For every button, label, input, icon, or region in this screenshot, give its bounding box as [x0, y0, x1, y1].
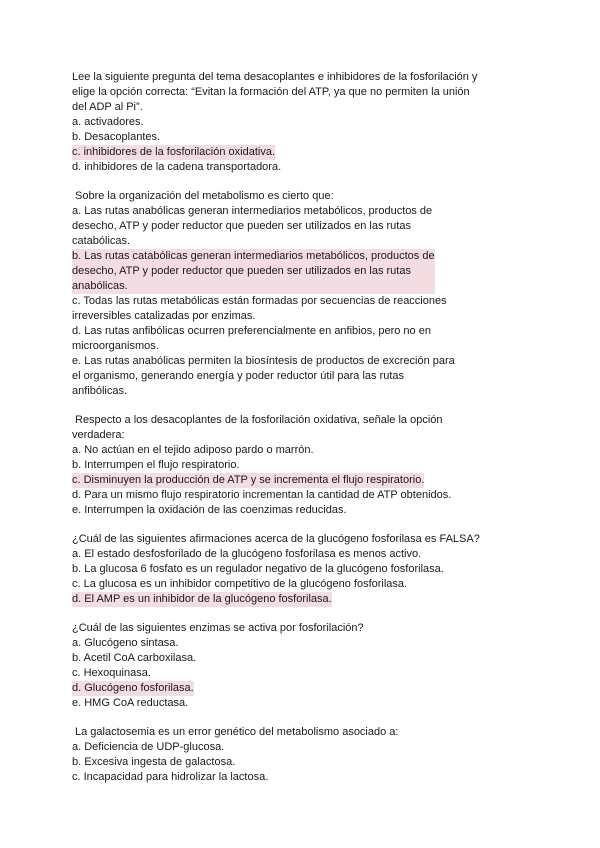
stem-line: ¿Cuál de las siguientes afirmaciones acerca de la glucógeno fosforilasa es FALSA?: [72, 533, 480, 545]
question-stem: [72, 189, 512, 204]
option-line: microorganismos.: [72, 340, 159, 352]
option-a: [72, 204, 432, 249]
option-d: [72, 488, 451, 503]
stem-line: del ADP al Pi”.: [72, 101, 143, 113]
option-line: e. Las rutas anabólicas permiten la biosíntesis de productos de excreción para: [72, 355, 455, 367]
question-stem: [72, 725, 512, 740]
option-line: desecho, ATP y poder reductor que pueden ser utilizados en las rutas: [72, 265, 411, 277]
option-line: e. HMG CoA reductasa.: [72, 697, 189, 709]
option-a: [72, 636, 178, 651]
stem-line: Sobre la organización del metabolismo es cierto que:: [75, 190, 334, 202]
option-line: b. La glucosa 6 fosfato es un regulador negativo de la glucógeno fosforilasa.: [72, 563, 444, 575]
option-c-correct: [72, 473, 424, 488]
option-d: [72, 324, 431, 354]
option-line: d. Las rutas anfibólicas ocurren preferencialmente en anfibios, pero no en: [72, 325, 431, 337]
option-line: b. Excesiva ingesta de galactosa.: [72, 756, 236, 768]
document-page: [72, 70, 512, 799]
option-line: d. Glucógeno fosforilasa.: [72, 682, 194, 694]
option-c: [72, 294, 447, 324]
stem-line: Respecto a los desacoplantes de la fosforilación oxidativa, señale la opción: [75, 414, 443, 426]
option-e: [72, 696, 188, 711]
stem-line: verdadera:: [72, 429, 125, 441]
option-a: [72, 443, 314, 458]
option-e: [72, 354, 455, 399]
option-b-correct: [72, 249, 435, 294]
option-line: b. Las rutas catabólicas generan intermediarios metabólicos, productos de: [72, 250, 435, 262]
option-line: irreversibles catalizadas por enzimas.: [72, 310, 256, 322]
option-line: c. Todas las rutas metabólicas están formadas por secuencias de reacciones: [72, 295, 447, 307]
question-1: [72, 70, 512, 175]
stem-line: Lee la siguiente pregunta del tema desacoplantes e inhibidores de la fosforilación y: [72, 71, 478, 83]
stem-line: La galactosemia es un error genético del metabolismo asociado a:: [75, 726, 399, 738]
option-d-correct: [72, 681, 194, 696]
option-line: el organismo, generando energía y poder reductor útil para las rutas: [72, 370, 405, 382]
option-a: [72, 115, 144, 130]
option-line: b. Acetil CoA carboxilasa.: [72, 652, 197, 664]
question-6: [72, 725, 512, 785]
option-line: d. inhibidores de la cadena transportadora.: [72, 161, 282, 173]
question-2: [72, 189, 512, 399]
option-b: [72, 651, 196, 666]
question-5: [72, 621, 512, 711]
option-c-correct: [72, 145, 275, 160]
option-line: anfibólicas.: [72, 385, 128, 397]
option-line: catabólicas.: [72, 235, 131, 247]
option-line: a. Deficiencia de UDP-glucosa.: [72, 741, 225, 753]
option-line: anabólicas.: [72, 280, 128, 292]
question-3: [72, 413, 512, 518]
stem-line: ¿Cuál de las siguientes enzimas se activa por fosforilación?: [72, 622, 364, 634]
option-line: d. El AMP es un inhibidor de la glucógeno fosforilasa.: [72, 593, 332, 605]
option-a: [72, 740, 224, 755]
option-line: a. El estado desfosforilado de la glucógeno fosforilasa es menos activo.: [72, 548, 422, 560]
option-c: [72, 770, 268, 785]
option-line: b. Desacoplantes.: [72, 131, 161, 143]
option-b: [72, 562, 444, 577]
question-stem: [72, 621, 512, 636]
option-b: [72, 130, 160, 145]
option-b: [72, 458, 240, 473]
option-b: [72, 755, 235, 770]
option-line: c. Incapacidad para hidrolizar la lactosa.: [72, 771, 269, 783]
stem-line: elige la opción correcta: “Evitan la formación del ATP, ya que no permiten la unión: [72, 86, 470, 98]
option-c: [72, 666, 151, 681]
question-stem: [72, 413, 512, 443]
question-stem: [72, 532, 512, 547]
option-e: [72, 503, 347, 518]
option-line: c. La glucosa es un inhibidor competitivo de la glucógeno fosforilasa.: [72, 578, 408, 590]
option-d: [72, 160, 281, 175]
option-line: a. No actúan en el tejido adiposo pardo o marrón.: [72, 444, 314, 456]
option-line: a. activadores.: [72, 116, 144, 128]
option-d-correct: [72, 592, 332, 607]
option-line: c. inhibidores de la fosforilación oxidativa.: [72, 146, 276, 158]
option-line: a. Glucógeno sintasa.: [72, 637, 179, 649]
option-c: [72, 577, 407, 592]
question-4: [72, 532, 512, 607]
option-line: b. Interrumpen el flujo respiratorio.: [72, 459, 240, 471]
option-a: [72, 547, 421, 562]
option-line: desecho, ATP y poder reductor que pueden ser utilizados en las rutas: [72, 220, 411, 232]
option-line: e. Interrumpen la oxidación de las coenzimas reducidas.: [72, 504, 347, 516]
question-stem: [72, 70, 512, 115]
option-line: d. Para un mismo flujo respiratorio incrementan la cantidad de ATP obtenidos.: [72, 489, 452, 501]
option-line: a. Las rutas anabólicas generan intermediarios metabólicos, productos de: [72, 205, 433, 217]
option-line: c. Disminuyen la producción de ATP y se incrementa el flujo respiratorio.: [72, 474, 425, 486]
option-line: c. Hexoquinasa.: [72, 667, 151, 679]
